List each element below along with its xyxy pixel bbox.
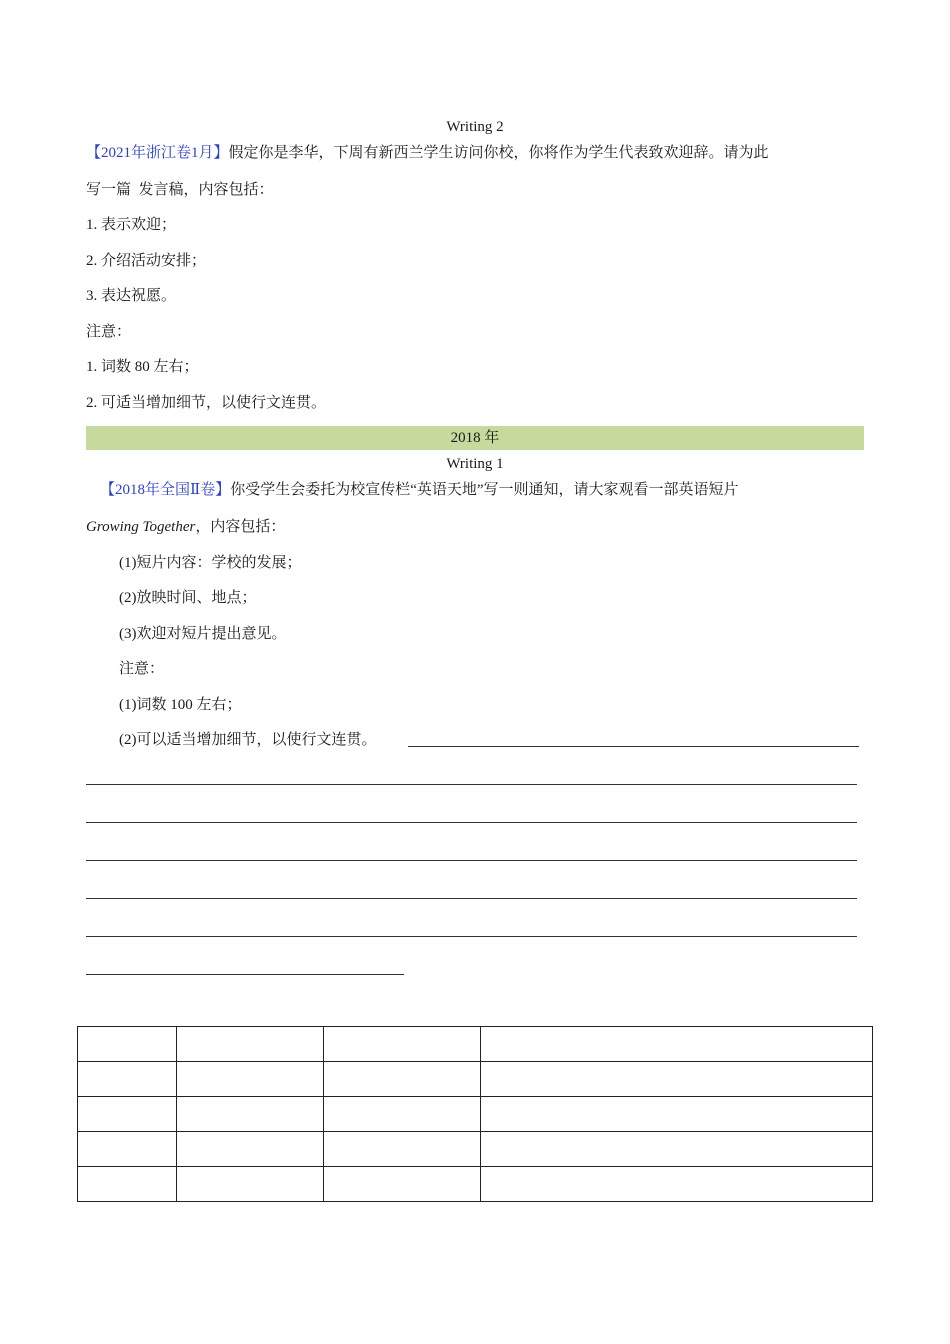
writing1-notes-label: 注意： — [119, 661, 165, 677]
writing2-source: 【2021年浙江卷1月】 — [86, 145, 229, 161]
answer-line-2[interactable] — [86, 822, 857, 823]
table-cell[interactable] — [78, 1027, 177, 1062]
writing2-note-2: 2. 可适当增加细节，以使行文连贯。 — [86, 395, 327, 411]
writing1-source: 【2018年全国Ⅱ卷】 — [100, 482, 231, 498]
writing2-notes-label: 注意： — [86, 324, 132, 340]
table-cell[interactable] — [323, 1097, 481, 1132]
writing2-prompt-line2: 写一篇 发言稿，内容包括： — [86, 182, 274, 198]
table-cell[interactable] — [78, 1097, 177, 1132]
writing1-heading: Writing 1 — [446, 456, 504, 472]
table-cell[interactable] — [78, 1062, 177, 1097]
table-cell[interactable] — [176, 1132, 323, 1167]
table-cell[interactable] — [176, 1062, 323, 1097]
table-cell[interactable] — [78, 1167, 177, 1202]
writing2-heading: Writing 2 — [446, 119, 504, 135]
writing2-item-1: 1. 表示欢迎； — [86, 217, 177, 233]
writing1-note-1: (1)词数 100 左右； — [119, 697, 242, 713]
table-cell[interactable] — [323, 1132, 481, 1167]
writing2-item-2: 2. 介绍活动安排； — [86, 253, 207, 269]
writing1-item-1: (1)短片内容：学校的发展； — [119, 555, 302, 571]
table-cell[interactable] — [481, 1167, 873, 1202]
writing1-prompt-line1 — [100, 479, 878, 501]
table-cell[interactable] — [176, 1097, 323, 1132]
film-title: Growing Together — [86, 519, 196, 535]
answer-line-5[interactable] — [86, 936, 857, 937]
table-row — [78, 1027, 873, 1062]
table-cell[interactable] — [481, 1062, 873, 1097]
table-row — [78, 1097, 873, 1132]
table-cell[interactable] — [323, 1027, 481, 1062]
table-cell[interactable] — [176, 1167, 323, 1202]
table-row — [78, 1132, 873, 1167]
writing1-item-3: (3)欢迎对短片提出意见。 — [119, 626, 287, 642]
writing1-prompt-line2 — [86, 516, 864, 538]
answer-line-3[interactable] — [86, 860, 857, 861]
writing1-note-2: (2)可以适当增加细节，以使行文连贯。 — [119, 732, 377, 748]
writing2-note-1: 1. 词数 80 左右； — [86, 359, 199, 375]
answer-line-6[interactable] — [86, 974, 404, 975]
table-row — [78, 1062, 873, 1097]
table-cell[interactable] — [78, 1132, 177, 1167]
table-cell[interactable] — [481, 1132, 873, 1167]
answer-line-1[interactable] — [86, 784, 857, 785]
year-section-bar: 2018 年 — [86, 426, 864, 450]
writing1-prompt-text: 你受学生会委托为校宣传栏“英语天地”写一则通知，请大家观看一部英语短片 — [230, 482, 739, 498]
table-cell[interactable] — [176, 1027, 323, 1062]
answer-table — [77, 1026, 873, 1202]
table-cell[interactable] — [323, 1167, 481, 1202]
table-cell[interactable] — [323, 1062, 481, 1097]
writing2-prompt-line1 — [86, 142, 864, 164]
table-cell[interactable] — [481, 1027, 873, 1062]
answer-line-inline[interactable] — [408, 746, 859, 747]
answer-line-4[interactable] — [86, 898, 857, 899]
table-cell[interactable] — [481, 1097, 873, 1132]
table-row — [78, 1167, 873, 1202]
writing2-prompt-text: 假定你是李华，下周有新西兰学生访问你校，你将作为学生代表致欢迎辞。请为此 — [228, 145, 769, 161]
writing2-item-3: 3. 表达祝愿。 — [86, 288, 177, 304]
writing1-item-2: (2)放映时间、地点； — [119, 590, 257, 606]
writing1-prompt-suffix: ，内容包括： — [195, 519, 286, 535]
